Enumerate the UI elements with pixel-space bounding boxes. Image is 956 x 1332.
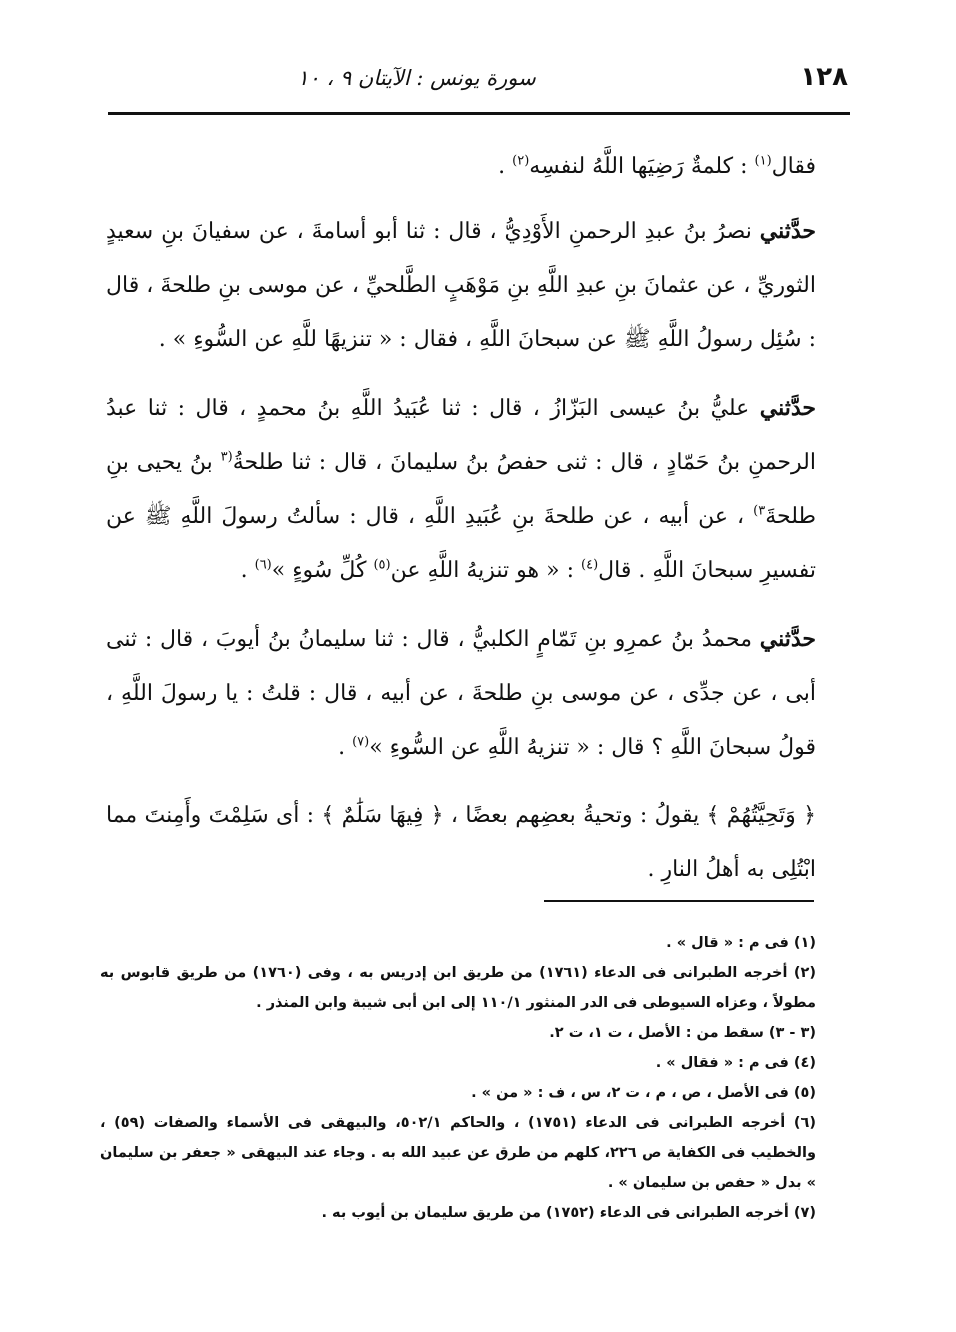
text-segment: . xyxy=(498,154,513,179)
text-segment: . xyxy=(240,558,255,583)
footnote-ref-2: (٢) xyxy=(512,153,530,169)
text-segment: . xyxy=(338,735,353,760)
paragraph-lead-word: حدَّثني xyxy=(759,218,816,244)
footnotes xyxy=(100,928,816,1228)
paragraph-1 xyxy=(106,204,816,367)
text-segment: كُلِّ سُوءٍ » xyxy=(271,558,374,583)
footnote-ref-7: (٧) xyxy=(352,734,370,750)
footnote-7: (٧) أخرجه الطبرانى فى الدعاء (١٧٥٢) من طريق سليمان بن أيوب به . xyxy=(321,1205,816,1221)
footnote-ref-5: (٥) xyxy=(373,557,391,573)
text-segment: نصرُ بنُ عبدِ الرحمنِ الأَوْدِيُّ ، قال : ثنا أبو أسامةَ ، عن سفيانَ بنِ سعيدٍ الثوريِّ ، عن عثمانَ بنِ عبدِ اللَّهِ بنِ مَوْهَبٍ الطَّلحيِّ ، عن موسى بنِ طلحةَ ، قال : سُئِل رسولُ اللَّهِ ﷺ عن سبحانَ اللَّهِ ، فقال : « تنزيهًا للَّهِ عن السُّوءِ » . xyxy=(106,219,816,352)
paragraph-4 xyxy=(106,789,816,897)
footnote-ref-3-end: ٣) xyxy=(753,503,766,519)
main-text xyxy=(106,140,816,911)
header-rule xyxy=(108,112,850,115)
text-segment: : « هو تنزيهُ اللَّهِ عن xyxy=(390,558,581,583)
footnote-1: (١) فى م : « قال » . xyxy=(666,935,816,951)
text-segment: ، عن أبيه ، عن طلحةَ بنِ عُبَيدِ اللَّهِ ، قال : سألتُ رسولَ اللَّهِ ﷺ عن تفسيرِ سبحانَ اللَّهِ . قال xyxy=(106,504,816,583)
paragraph-0 xyxy=(106,140,816,194)
running-head: سورة يونس : الآيتان ٩ ، ١٠ xyxy=(297,66,536,90)
footnote-ref-4: (٤) xyxy=(581,557,599,573)
page-number: ١٢٨ xyxy=(800,62,848,92)
paragraph-lead-word: حدَّثني xyxy=(759,626,816,652)
paragraph-2 xyxy=(106,381,816,598)
text-segment: فقال xyxy=(771,154,816,179)
footnote-6: (٦) أخرجه الطبرانى فى الدعاء (١٧٥١) ، والحاكم ٥٠٢/١، والبيهقى فى الأسماء والصفات (٥٩) ، والخطيب فى الكفاية ص ٢٢٦، كلهم من طرق عن عبيد الله به . وجاء عند البيهقى « جعفر بن سليمان » بدل « حفص بن سليمان » . xyxy=(100,1115,816,1191)
text-segment: بنُ يحيى بنِ طلحةَ xyxy=(106,450,816,529)
text-segment: عليُّ بنُ عيسى البَزّازُ ، قال : ثنا عُبَيدُ اللَّهِ بنُ محمدٍ ، قال : ثنا عبدُ الرحمنِ بنُ حَمّادٍ ، قال : ثنى حفصُ بنُ سليمانَ ، قال : ثنا طلحةُ xyxy=(106,396,816,475)
text-segment: ﴿ وَتَحِيَّتُهُمْ ﴾ يقولُ : وتحيةُ بعضِهم بعضًا ، ﴿ فِيهَا سَلَٰمٌ ﴾ : أى سَلِمْتَ وأَمِنتَ مما ابْتُلِى به أهلُ النارِ . xyxy=(106,803,817,882)
page-header xyxy=(105,62,848,102)
footnote-3: (٣ - ٣) سقط من : الأصل ، ت ١، ت ٢. xyxy=(549,1025,816,1041)
footnote-5: (٥) فى الأصل ، ص ، م ، ت ٢، س ، ف : « من » . xyxy=(471,1085,816,1101)
footnote-separator xyxy=(544,900,814,902)
text-segment: محمدُ بنُ عمرِو بنِ تَمّامٍ الكلبيُّ ، قال : ثنا سليمانُ بنُ أيوبَ ، قال : ثنى أبى ، عن جدِّى ، عن موسى بنِ طلحةَ ، عن أبيه ، قال : قلتُ : يا رسولَ اللَّهِ ، قولُ سبحانَ اللَّهِ ؟ قال : « تنزيهُ اللَّهِ عن السُّوءِ » xyxy=(106,627,816,760)
paragraph-lead-word: حدَّثني xyxy=(759,395,816,421)
footnote-ref-1: (١) xyxy=(754,153,772,169)
text-segment: : كلمةٌ رَضِيَها اللَّهُ لنفسِه xyxy=(529,154,755,179)
footnote-ref-6: (٦) xyxy=(254,557,272,573)
footnote-4: (٤) فى م : « فقال » . xyxy=(655,1055,816,1071)
paragraph-3 xyxy=(106,612,816,775)
footnote-2: (٢) أخرجه الطبرانى فى الدعاء (١٧٦١) من طريق ابن إدريس به ، وفى (١٧٦٠) من طريق قابوس به مطولاً ، وعزاه السيوطى فى الدر المنثور ١١٠/١ إلى ابن أبى شيبة وابن المنذر . xyxy=(100,965,816,1011)
footnote-ref-3: (٣ xyxy=(220,449,233,465)
